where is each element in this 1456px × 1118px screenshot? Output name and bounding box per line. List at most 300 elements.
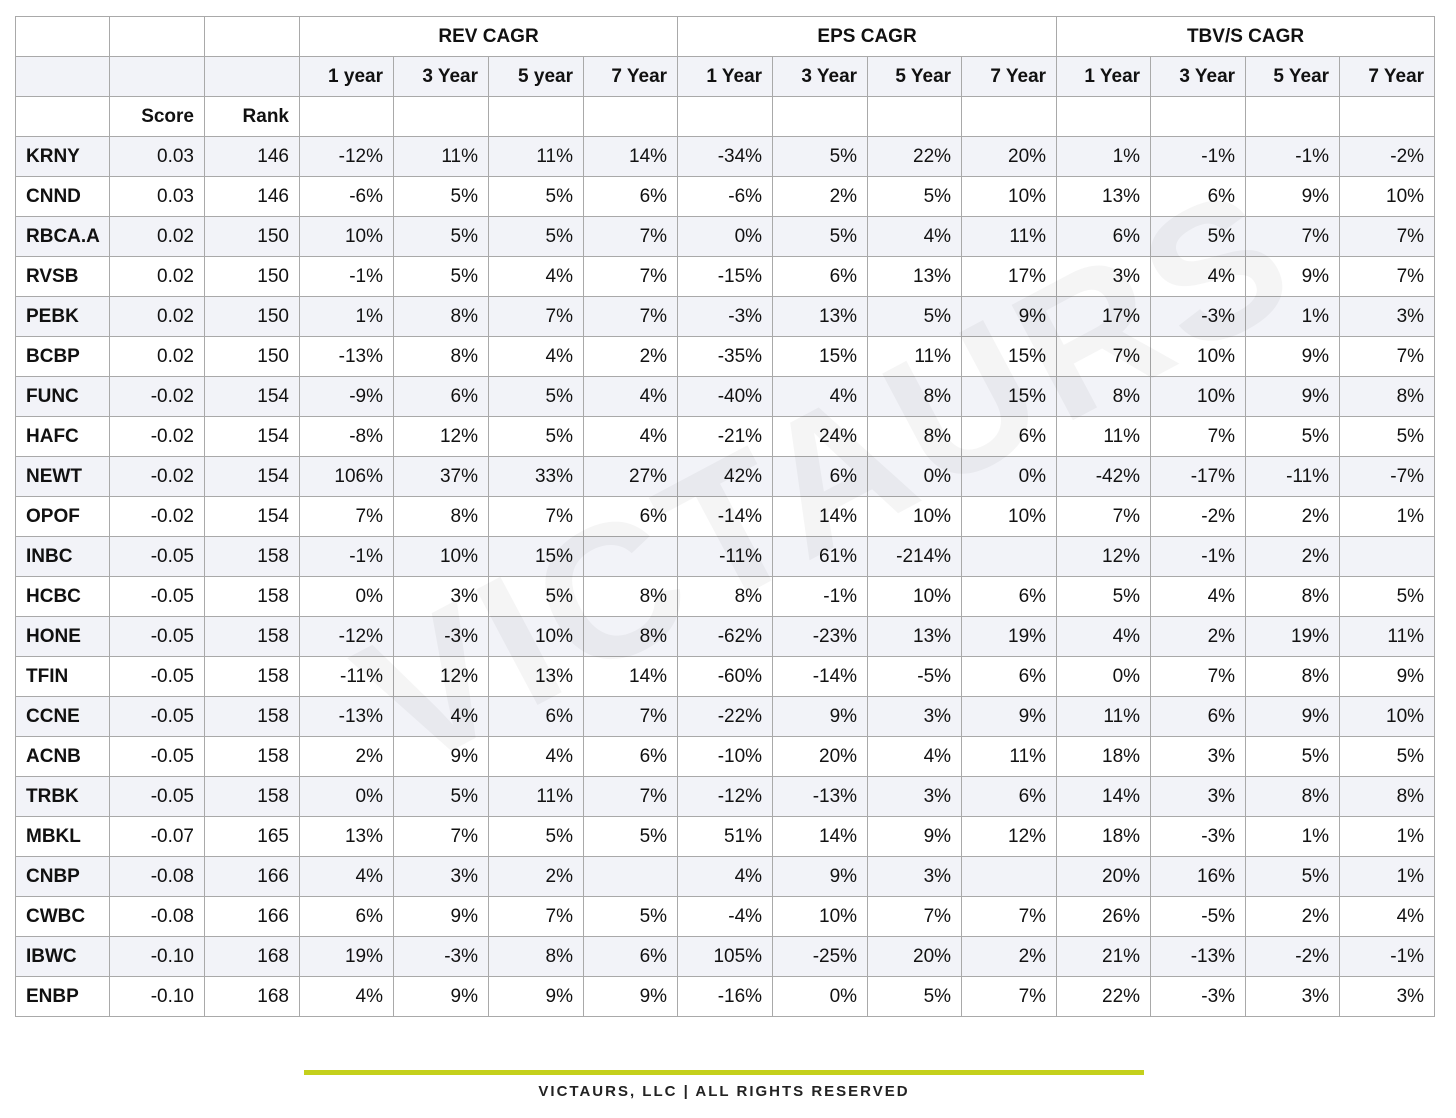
cagr-value-cell: 11% <box>394 137 489 177</box>
cagr-value-cell: 5% <box>584 817 678 857</box>
cagr-value-cell: 6% <box>1057 217 1151 257</box>
cagr-value-cell: 8% <box>1246 777 1340 817</box>
cagr-value-cell: 0% <box>678 217 773 257</box>
cagr-value-cell: 3% <box>1246 977 1340 1017</box>
cagr-value-cell: 6% <box>773 257 868 297</box>
cagr-value-cell: -11% <box>1246 457 1340 497</box>
cagr-value-cell: 5% <box>1246 737 1340 777</box>
cagr-value-cell: 4% <box>300 857 394 897</box>
cagr-value-cell: 7% <box>584 777 678 817</box>
ticker-cell: INBC <box>16 537 110 577</box>
ticker-cell: CNBP <box>16 857 110 897</box>
cagr-value-cell: 33% <box>489 457 584 497</box>
rank-cell: 158 <box>205 577 300 617</box>
table-row <box>16 897 1435 937</box>
cagr-value-cell: 2% <box>1246 497 1340 537</box>
cagr-value-cell: 20% <box>1057 857 1151 897</box>
rank-cell: 158 <box>205 737 300 777</box>
cagr-value-cell: 8% <box>678 577 773 617</box>
cagr-value-cell: 8% <box>1340 777 1435 817</box>
cagr-value-cell: 14% <box>773 497 868 537</box>
cagr-value-cell: 4% <box>489 337 584 377</box>
rank-cell: 154 <box>205 497 300 537</box>
rank-cell: 154 <box>205 457 300 497</box>
cagr-value-cell <box>584 857 678 897</box>
cagr-value-cell: 4% <box>489 737 584 777</box>
period-header-row <box>16 57 1435 97</box>
header-blank <box>1057 97 1151 137</box>
cagr-value-cell <box>584 537 678 577</box>
table-row <box>16 657 1435 697</box>
cagr-value-cell: 15% <box>773 337 868 377</box>
cagr-value-cell: 14% <box>584 137 678 177</box>
cagr-value-cell: -14% <box>773 657 868 697</box>
cagr-value-cell: 27% <box>584 457 678 497</box>
cagr-value-cell: 2% <box>489 857 584 897</box>
cagr-value-cell: -42% <box>1057 457 1151 497</box>
cagr-value-cell: 5% <box>394 257 489 297</box>
table-row <box>16 977 1435 1017</box>
table-row <box>16 257 1435 297</box>
cagr-value-cell: 4% <box>1151 577 1246 617</box>
header-blank <box>962 97 1057 137</box>
cagr-value-cell: -25% <box>773 937 868 977</box>
cagr-value-cell: -12% <box>300 617 394 657</box>
rank-cell: 158 <box>205 657 300 697</box>
cagr-value-cell <box>962 857 1057 897</box>
cagr-value-cell: 6% <box>962 777 1057 817</box>
cagr-value-cell: 8% <box>868 377 962 417</box>
cagr-value-cell: -13% <box>773 777 868 817</box>
cagr-value-cell: 8% <box>1057 377 1151 417</box>
cagr-value-cell: 2% <box>773 177 868 217</box>
cagr-value-cell: 7% <box>489 497 584 537</box>
table-row <box>16 177 1435 217</box>
cagr-value-cell: 18% <box>1057 817 1151 857</box>
cagr-value-cell: 3% <box>394 857 489 897</box>
cagr-value-cell: 1% <box>1340 817 1435 857</box>
ticker-cell: BCBP <box>16 337 110 377</box>
rank-cell: 154 <box>205 377 300 417</box>
rank-cell: 168 <box>205 937 300 977</box>
cagr-value-cell: 5% <box>1340 577 1435 617</box>
cagr-value-cell: 9% <box>868 817 962 857</box>
cagr-value-cell: 8% <box>1246 577 1340 617</box>
cagr-value-cell: 3% <box>1151 777 1246 817</box>
tbvs-cagr-header: TBV/S CAGR <box>1057 17 1435 57</box>
ticker-cell: MBKL <box>16 817 110 857</box>
cagr-value-cell: 22% <box>868 137 962 177</box>
cagr-value-cell: 4% <box>678 857 773 897</box>
rev-cagr-header: REV CAGR <box>300 17 678 57</box>
cagr-value-cell: 8% <box>1340 377 1435 417</box>
period-header: 5 Year <box>868 57 962 97</box>
cagr-value-cell: -2% <box>1340 137 1435 177</box>
header-blank <box>300 97 394 137</box>
cagr-value-cell: 9% <box>1340 657 1435 697</box>
cagr-value-cell: 6% <box>962 417 1057 457</box>
ticker-cell: TRBK <box>16 777 110 817</box>
ticker-cell: PEBK <box>16 297 110 337</box>
table-row <box>16 457 1435 497</box>
cagr-value-cell: 11% <box>489 137 584 177</box>
cagr-value-cell: -214% <box>868 537 962 577</box>
score-cell: 0.02 <box>110 337 205 377</box>
cagr-value-cell: -40% <box>678 377 773 417</box>
score-cell: 0.03 <box>110 177 205 217</box>
cagr-value-cell: 9% <box>394 737 489 777</box>
rank-cell: 146 <box>205 137 300 177</box>
cagr-value-cell: -23% <box>773 617 868 657</box>
table-row <box>16 737 1435 777</box>
cagr-value-cell: 5% <box>1340 737 1435 777</box>
score-cell: -0.05 <box>110 537 205 577</box>
cagr-value-cell: 0% <box>300 777 394 817</box>
score-cell: -0.08 <box>110 897 205 937</box>
score-cell: -0.10 <box>110 937 205 977</box>
cagr-value-cell: 5% <box>489 377 584 417</box>
cagr-value-cell: 9% <box>1246 377 1340 417</box>
cagr-value-cell: 3% <box>868 777 962 817</box>
score-cell: -0.02 <box>110 417 205 457</box>
cagr-value-cell: 106% <box>300 457 394 497</box>
period-header: 3 Year <box>394 57 489 97</box>
cagr-value-cell: 11% <box>962 217 1057 257</box>
cagr-value-cell: 7% <box>1340 257 1435 297</box>
cagr-value-cell: 7% <box>1151 657 1246 697</box>
cagr-value-cell: 12% <box>394 417 489 457</box>
rank-cell: 166 <box>205 857 300 897</box>
cagr-value-cell: 2% <box>300 737 394 777</box>
cagr-value-cell: -17% <box>1151 457 1246 497</box>
period-header: 1 year <box>300 57 394 97</box>
cagr-value-cell: 22% <box>1057 977 1151 1017</box>
cagr-value-cell: 14% <box>584 657 678 697</box>
header-blank <box>1151 97 1246 137</box>
cagr-value-cell: 10% <box>1151 377 1246 417</box>
cagr-value-cell: 0% <box>962 457 1057 497</box>
cagr-value-cell: 20% <box>868 937 962 977</box>
period-header: 7 Year <box>962 57 1057 97</box>
cagr-value-cell: -3% <box>1151 977 1246 1017</box>
cagr-value-cell: 5% <box>489 177 584 217</box>
cagr-value-cell: 9% <box>489 977 584 1017</box>
cagr-value-cell: -11% <box>678 537 773 577</box>
cagr-value-cell: 7% <box>1151 417 1246 457</box>
cagr-value-cell: -1% <box>1151 137 1246 177</box>
cagr-value-cell: 6% <box>1151 177 1246 217</box>
cagr-value-cell: 0% <box>1057 657 1151 697</box>
cagr-value-cell: 5% <box>489 817 584 857</box>
rank-cell: 154 <box>205 417 300 457</box>
period-header: 3 Year <box>1151 57 1246 97</box>
cagr-value-cell: -6% <box>678 177 773 217</box>
score-cell: -0.05 <box>110 617 205 657</box>
cagr-value-cell: 1% <box>1340 497 1435 537</box>
cagr-value-cell: 10% <box>773 897 868 937</box>
cagr-value-cell: 2% <box>1246 897 1340 937</box>
cagr-value-cell: 5% <box>868 977 962 1017</box>
table-row <box>16 577 1435 617</box>
cagr-value-cell: 3% <box>1057 257 1151 297</box>
score-cell: -0.10 <box>110 977 205 1017</box>
header-blank <box>868 97 962 137</box>
cagr-value-cell: 9% <box>962 697 1057 737</box>
rank-header: Rank <box>205 97 300 137</box>
cagr-value-cell: -7% <box>1340 457 1435 497</box>
score-cell: 0.02 <box>110 217 205 257</box>
cagr-value-cell: -11% <box>300 657 394 697</box>
cagr-value-cell: 6% <box>584 937 678 977</box>
cagr-value-cell: 8% <box>489 937 584 977</box>
period-header: 7 Year <box>1340 57 1435 97</box>
cagr-value-cell: 7% <box>584 697 678 737</box>
cagr-value-cell: 4% <box>773 377 868 417</box>
cagr-value-cell: 5% <box>1246 417 1340 457</box>
ticker-cell: FUNC <box>16 377 110 417</box>
cagr-value-cell: -1% <box>300 537 394 577</box>
ticker-cell: IBWC <box>16 937 110 977</box>
cagr-value-cell: 10% <box>394 537 489 577</box>
cagr-value-cell: 2% <box>584 337 678 377</box>
header-blank <box>110 57 205 97</box>
table-row <box>16 217 1435 257</box>
cagr-value-cell: -35% <box>678 337 773 377</box>
cagr-value-cell: 5% <box>773 217 868 257</box>
cagr-value-cell: 3% <box>394 577 489 617</box>
cagr-value-cell: 4% <box>300 977 394 1017</box>
ticker-cell: HONE <box>16 617 110 657</box>
cagr-value-cell: 13% <box>868 257 962 297</box>
cagr-value-cell: -5% <box>1151 897 1246 937</box>
cagr-value-cell: 105% <box>678 937 773 977</box>
cagr-value-cell: 8% <box>1246 657 1340 697</box>
score-cell: 0.02 <box>110 257 205 297</box>
cagr-value-cell: 5% <box>394 777 489 817</box>
rank-cell: 168 <box>205 977 300 1017</box>
cagr-value-cell: 9% <box>773 697 868 737</box>
cagr-value-cell: 4% <box>584 377 678 417</box>
table-row <box>16 137 1435 177</box>
cagr-value-cell: -10% <box>678 737 773 777</box>
cagr-value-cell: 24% <box>773 417 868 457</box>
cagr-value-cell: 11% <box>489 777 584 817</box>
header-blank <box>205 57 300 97</box>
table-row <box>16 777 1435 817</box>
cagr-value-cell: 5% <box>489 217 584 257</box>
cagr-value-cell: 18% <box>1057 737 1151 777</box>
cagr-value-cell: 5% <box>489 577 584 617</box>
ticker-cell: CCNE <box>16 697 110 737</box>
cagr-value-cell: -13% <box>300 697 394 737</box>
table-row <box>16 817 1435 857</box>
table-row <box>16 497 1435 537</box>
cagr-value-cell: 5% <box>489 417 584 457</box>
cagr-value-cell: -12% <box>300 137 394 177</box>
score-cell: -0.05 <box>110 777 205 817</box>
cagr-value-cell: 13% <box>1057 177 1151 217</box>
ticker-cell: CWBC <box>16 897 110 937</box>
cagr-value-cell: 8% <box>394 337 489 377</box>
score-cell: -0.05 <box>110 737 205 777</box>
cagr-value-cell: 17% <box>1057 297 1151 337</box>
header-blank <box>1246 97 1340 137</box>
cagr-value-cell: 1% <box>300 297 394 337</box>
score-cell: -0.02 <box>110 497 205 537</box>
cagr-value-cell: 15% <box>962 337 1057 377</box>
cagr-value-cell: 2% <box>962 937 1057 977</box>
header-blank <box>1340 97 1435 137</box>
cagr-value-cell: -14% <box>678 497 773 537</box>
cagr-value-cell: 0% <box>868 457 962 497</box>
score-cell: -0.02 <box>110 457 205 497</box>
cagr-value-cell: 10% <box>962 497 1057 537</box>
cagr-value-cell: 5% <box>394 177 489 217</box>
cagr-value-cell: -3% <box>678 297 773 337</box>
cagr-value-cell: 9% <box>394 897 489 937</box>
cagr-value-cell: 5% <box>868 177 962 217</box>
cagr-value-cell: 4% <box>1340 897 1435 937</box>
rank-cell: 166 <box>205 897 300 937</box>
cagr-value-cell: 6% <box>300 897 394 937</box>
score-cell: 0.03 <box>110 137 205 177</box>
cagr-value-cell: 5% <box>1151 217 1246 257</box>
ticker-cell: ENBP <box>16 977 110 1017</box>
cagr-value-cell: 6% <box>773 457 868 497</box>
cagr-value-cell: 9% <box>1246 337 1340 377</box>
ticker-cell: OPOF <box>16 497 110 537</box>
cagr-value-cell: 14% <box>1057 777 1151 817</box>
cagr-value-cell: 20% <box>773 737 868 777</box>
period-header: 3 Year <box>773 57 868 97</box>
cagr-value-cell: -15% <box>678 257 773 297</box>
cagr-value-cell: 5% <box>868 297 962 337</box>
cagr-value-cell: -12% <box>678 777 773 817</box>
cagr-value-cell: 8% <box>394 497 489 537</box>
cagr-value-cell: -5% <box>868 657 962 697</box>
cagr-value-cell: 5% <box>584 897 678 937</box>
score-cell: -0.05 <box>110 657 205 697</box>
period-header: 5 Year <box>1246 57 1340 97</box>
cagr-value-cell: -22% <box>678 697 773 737</box>
rank-cell: 150 <box>205 217 300 257</box>
table-body <box>16 137 1435 1017</box>
period-header: 1 Year <box>678 57 773 97</box>
rank-cell: 165 <box>205 817 300 857</box>
header-blank <box>16 17 110 57</box>
cagr-value-cell: 1% <box>1246 297 1340 337</box>
cagr-value-cell: -2% <box>1246 937 1340 977</box>
cagr-value-cell: 37% <box>394 457 489 497</box>
cagr-value-cell: 10% <box>868 577 962 617</box>
cagr-value-cell: 6% <box>962 657 1057 697</box>
cagr-value-cell: 10% <box>300 217 394 257</box>
cagr-value-cell: -3% <box>1151 817 1246 857</box>
table-row <box>16 937 1435 977</box>
ticker-cell: KRNY <box>16 137 110 177</box>
cagr-value-cell: -1% <box>1246 137 1340 177</box>
cagr-value-cell: 14% <box>773 817 868 857</box>
cagr-value-cell: 9% <box>584 977 678 1017</box>
cagr-value-cell: 7% <box>962 977 1057 1017</box>
cagr-value-cell: -13% <box>1151 937 1246 977</box>
cagr-value-cell: -13% <box>300 337 394 377</box>
cagr-value-cell: 13% <box>868 617 962 657</box>
cagr-value-cell: 21% <box>1057 937 1151 977</box>
header-blank <box>678 97 773 137</box>
cagr-value-cell: 2% <box>1246 537 1340 577</box>
cagr-value-cell: 15% <box>489 537 584 577</box>
cagr-value-cell: 2% <box>1151 617 1246 657</box>
cagr-value-cell: 19% <box>300 937 394 977</box>
cagr-value-cell: 8% <box>868 417 962 457</box>
cagr-value-cell: 7% <box>1057 337 1151 377</box>
rank-cell: 158 <box>205 537 300 577</box>
cagr-value-cell: 7% <box>584 257 678 297</box>
rank-cell: 150 <box>205 297 300 337</box>
cagr-value-cell: -1% <box>1151 537 1246 577</box>
cagr-value-cell: 7% <box>1340 337 1435 377</box>
cagr-value-cell: 10% <box>1340 697 1435 737</box>
cagr-value-cell: 12% <box>962 817 1057 857</box>
table-row <box>16 537 1435 577</box>
cagr-value-cell: 8% <box>584 577 678 617</box>
cagr-value-cell: 1% <box>1246 817 1340 857</box>
cagr-value-cell: 17% <box>962 257 1057 297</box>
ticker-cell: ACNB <box>16 737 110 777</box>
cagr-value-cell: -34% <box>678 137 773 177</box>
cagr-value-cell: -9% <box>300 377 394 417</box>
cagr-value-cell: -60% <box>678 657 773 697</box>
header-blank <box>773 97 868 137</box>
group-header-row <box>16 17 1435 57</box>
ticker-cell: HCBC <box>16 577 110 617</box>
cagr-value-cell: 7% <box>1340 217 1435 257</box>
cagr-value-cell: 3% <box>1340 977 1435 1017</box>
cagr-value-cell: 1% <box>1057 137 1151 177</box>
cagr-value-cell: 15% <box>962 377 1057 417</box>
cagr-value-cell: 5% <box>773 137 868 177</box>
rank-cell: 158 <box>205 617 300 657</box>
cagr-value-cell: 6% <box>1151 697 1246 737</box>
score-cell: -0.07 <box>110 817 205 857</box>
table-row <box>16 617 1435 657</box>
rank-cell: 146 <box>205 177 300 217</box>
cagr-value-cell: 11% <box>1057 417 1151 457</box>
period-header: 1 Year <box>1057 57 1151 97</box>
cagr-value-cell: 3% <box>1340 297 1435 337</box>
cagr-value-cell: 19% <box>1246 617 1340 657</box>
cagr-value-cell: 4% <box>1151 257 1246 297</box>
table-row <box>16 337 1435 377</box>
footer-accent-line <box>304 1070 1144 1075</box>
cagr-value-cell: 9% <box>1246 257 1340 297</box>
cagr-value-cell: 4% <box>394 697 489 737</box>
cagr-value-cell: 6% <box>394 377 489 417</box>
label-header-row <box>16 97 1435 137</box>
cagr-value-cell: 7% <box>868 897 962 937</box>
cagr-value-cell: 3% <box>868 697 962 737</box>
rank-cell: 158 <box>205 697 300 737</box>
cagr-value-cell: 7% <box>394 817 489 857</box>
cagr-value-cell: 12% <box>1057 537 1151 577</box>
cagr-value-cell: 7% <box>584 297 678 337</box>
score-cell: -0.05 <box>110 577 205 617</box>
ticker-cell: CNND <box>16 177 110 217</box>
cagr-value-cell: 1% <box>1340 857 1435 897</box>
header-blank <box>584 97 678 137</box>
rank-cell: 158 <box>205 777 300 817</box>
